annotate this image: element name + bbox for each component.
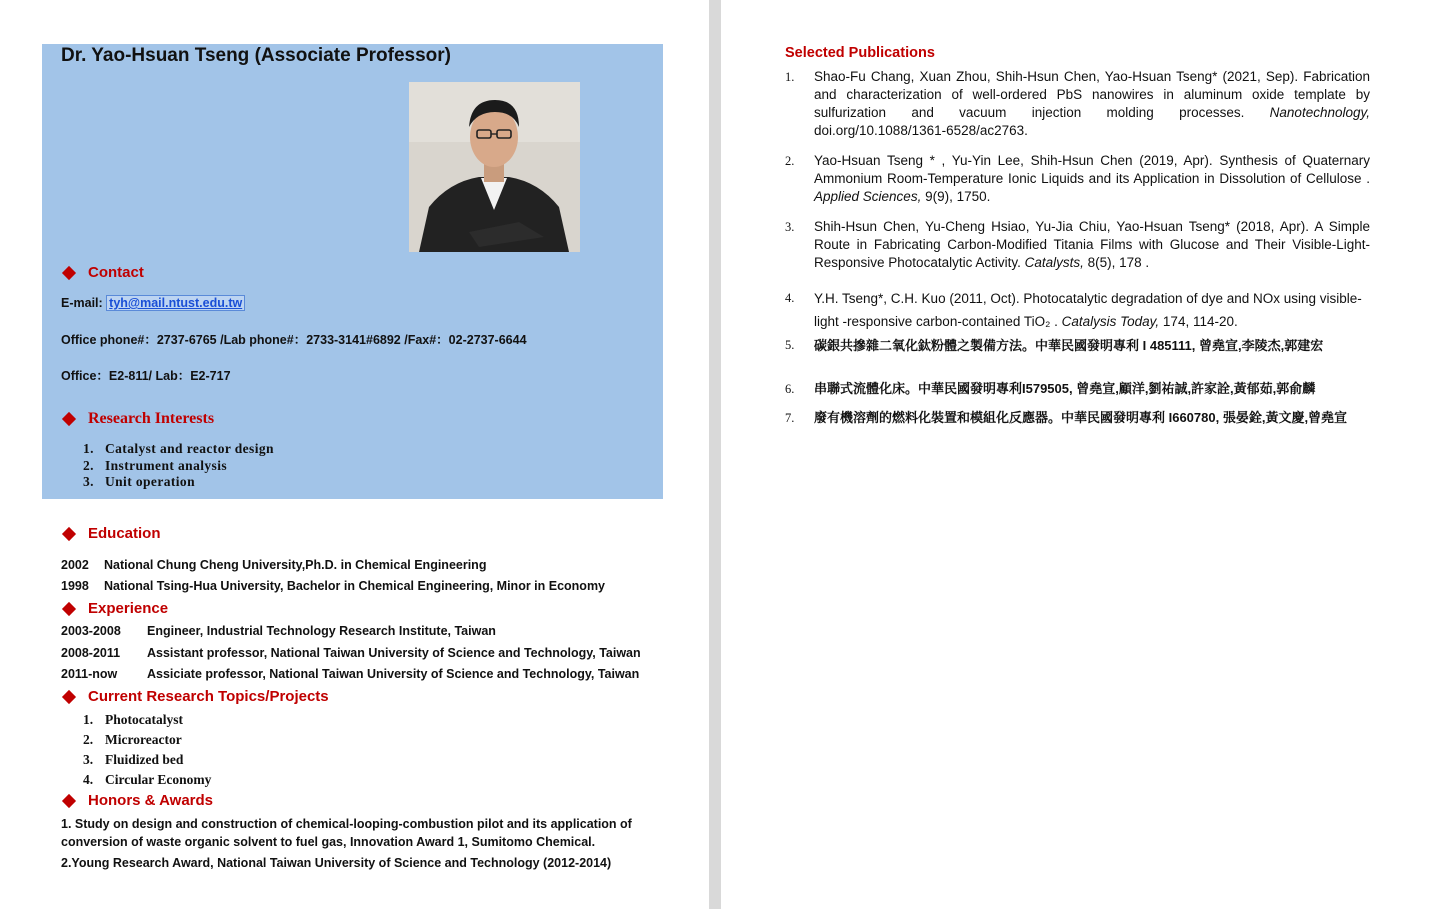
diamond-bullet-icon [62,412,76,426]
education-heading-text: Education [88,525,161,542]
projects-list [83,710,211,790]
publication-item: 7. 廢有機溶劑的燃料化裝置和模組化反應器。中華民國發明專利 I660780, 張晏銓,黃文慶,曾堯宣 [785,410,1348,425]
projects-heading-text: Current Research Topics/Projects [88,688,329,705]
contact-heading-text: Contact [88,264,144,281]
experience-row: 2008-2011 Assistant professor, National Taiwan University of Science and Technology, Taiwan [61,646,641,660]
list-item: 1. Catalyst and reactor design [83,441,274,456]
projects-heading [61,688,329,705]
publication-item: 4. Y.H. Tseng*, C.H. Kuo (2011, Oct). Photocatalytic degradation of dye and NOx using visible-light -responsive carbon-contained TiO₂ . Catalysis Today, 174, 114-20. [785,291,1362,329]
honor-item: 1. Study on design and construction of chemical-looping-combustion pilot and its application of conversion of waste organic solvent to fuel gas, Innovation Award 1, Sumitomo Chemical. [61,817,632,849]
experience-heading [61,600,168,617]
diamond-bullet-icon [62,793,76,807]
list-item: 3. Fluidized bed [83,752,184,767]
list-item: 4. Circular Economy [83,772,212,787]
research-interests-heading [61,410,214,428]
diamond-bullet-icon [62,601,76,615]
education-row: 2002 National Chung Cheng University,Ph.D. in Chemical Engineering [61,558,487,572]
office-line: Office：E2-811/ Lab：E2-717 [61,369,231,383]
experience-row: 2003-2008 Engineer, Industrial Technology Research Institute, Taiwan [61,624,496,638]
publication-item: 3. Shih-Hsun Chen, Yu-Cheng Hsiao, Yu-Jia Chiu, Yao-Hsuan Tseng* (2018, Apr). A Simple Route in Fabricating Carbon-Modified Titania Films with Glucose and Their Visible-Light-Responsive Photocatalytic Activity. Catalysts, 8(5), 178 . [785,219,1370,270]
honors-heading-text: Honors & Awards [88,792,214,809]
left-page [0,0,706,909]
contact-heading [61,264,144,281]
portrait-image [409,82,580,252]
education-row: 1998 National Tsing-Hua University, Bachelor in Chemical Engineering, Minor in Economy [61,579,606,593]
publication-item: 2. Yao-Hsuan Tseng * , Yu-Yin Lee, Shih-Hsun Chen (2019, Apr). Synthesis of Quaternary Ammonium Room-Temperature Ionic Liquids and its Application in Dissolution of Cellulose . Applied Sciences, 9(9), 1750. [785,153,1370,204]
research-interests-heading-text: Research Interests [88,410,215,427]
diamond-bullet-icon [62,689,76,703]
diamond-bullet-icon [62,526,76,540]
list-item: 2. Microreactor [83,732,182,747]
email-label: E-mail: [61,296,103,310]
experience-row: 2011-now Assiciate professor, National Taiwan University of Science and Technology, Taiwan [61,667,640,681]
list-item: 1. Photocatalyst [83,712,183,727]
publication-item: 1. Shao-Fu Chang, Xuan Zhou, Shih-Hsun Chen, Yao-Hsuan Tseng* (2021, Sep). Fabrication and characterization of well-ordered PbS nanowires in aluminum oxide template by sulfurization and vacuum injection molding processes. Nanotechnology, doi.org/10.1088/1361-6528/ac2763. [785,69,1370,138]
phone-line: Office phone#：2737-6765 /Lab phone#：2733-3141#6892 /Fax#：02-2737-6644 [61,333,527,347]
research-interests-list [83,441,274,491]
email-link[interactable]: tyh@mail.ntust.edu.tw [106,295,245,311]
publications-heading: Selected Publications [785,45,935,61]
page-divider [709,0,721,909]
honor-item: 2.Young Research Award, National Taiwan University of Science and Technology (2012-2014) [61,856,612,870]
email-line [61,296,245,310]
education-heading [61,525,161,542]
list-item: 3. Unit operation [83,474,195,489]
list-item: 2. Instrument analysis [83,457,227,473]
honors-heading [61,792,213,809]
publication-item: 6. 串聯式流體化床。中華民國發明專利I579505, 曾堯宣,顧洋,劉祐誠,許家詮,黃郁茹,郭俞麟 [785,381,1316,396]
profile-photo [409,82,580,252]
profile-name: Dr. Yao-Hsuan Tseng (Associate Professor) [61,45,451,66]
experience-heading-text: Experience [88,600,169,617]
publication-item: 5. 碳銀共摻雜二氧化鈦粉體之製備方法。中華民國發明專利 I 485111, 曾堯宣,李陵杰,郭建宏 [785,338,1324,353]
diamond-bullet-icon [62,265,76,279]
